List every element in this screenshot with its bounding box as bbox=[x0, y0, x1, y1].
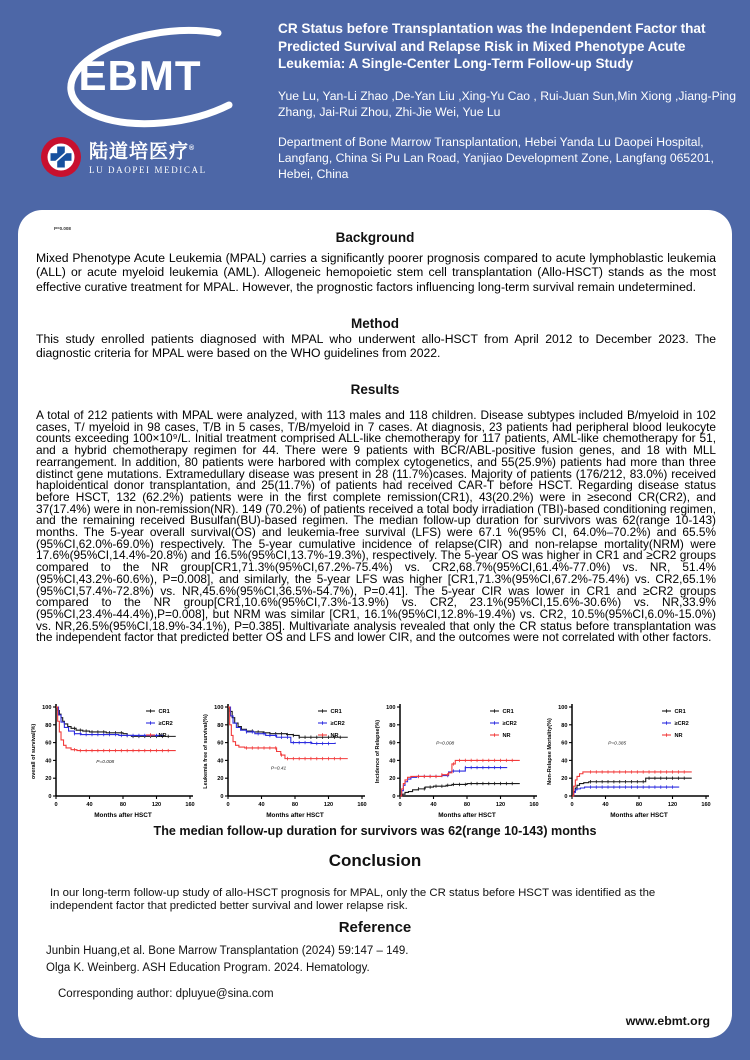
svg-text:20: 20 bbox=[45, 776, 52, 783]
svg-text:Months after HSCT: Months after HSCT bbox=[610, 812, 668, 819]
svg-text:100: 100 bbox=[214, 705, 224, 711]
svg-text:160: 160 bbox=[529, 802, 539, 808]
svg-text:60: 60 bbox=[45, 740, 52, 747]
svg-text:Incidence of Relapse(%): Incidence of Relapse(%) bbox=[375, 719, 381, 784]
svg-text:40: 40 bbox=[430, 802, 437, 808]
svg-text:P=0.41: P=0.41 bbox=[270, 766, 287, 772]
background-text: Mixed Phenotype Acute Leukemia (MPAL) carries a significantly poorer prognosis compared to acute lymphoblastic leukemia (ALL) or acute myeloid leukemia (AML). Allogeneic hemopoietic stem cell transplantation (Allo-HSCT) stands as the most effective curative treatment for MPAL. However, the prognostic factors influencing long-term survival remain undetermined. bbox=[36, 251, 716, 294]
svg-text:0: 0 bbox=[392, 794, 396, 800]
svg-text:NR: NR bbox=[330, 733, 339, 739]
poster-header bbox=[0, 0, 750, 210]
svg-text:40: 40 bbox=[217, 758, 224, 765]
title-block bbox=[278, 20, 736, 182]
svg-text:100: 100 bbox=[42, 705, 52, 711]
background-heading: Background bbox=[335, 230, 415, 245]
svg-text:20: 20 bbox=[217, 776, 224, 783]
svg-text:60: 60 bbox=[561, 740, 568, 747]
svg-text:80: 80 bbox=[119, 802, 127, 808]
km-charts-row bbox=[28, 697, 714, 825]
poster-body-panel bbox=[18, 210, 732, 1038]
results-text: A total of 212 patients with MPAL were analyzed, with 113 males and 118 children. Disease subtypes included B/myeloid in 102 cases, T/ myeloid in 98 cases, T/B in 5 cases, T/B/myeloid in 7 cases. At diagnosis, 23 patients had peripheral blood leukocyte counts exceeding 100×10⁹/L. Initial treatment comprised ALL-like chemotherapy for 117 patients, AML-like chemotherapy for 51, and a hybrid chemotherapy regimen for 44. There were 9 patients with BCR/ABL-positive fusion genes, and 18 with MLL rearrangement. In addition, 80 patients were harbored with complex cytogenetics, and 55(25.9%) patients had more than three distinct gene mutations. Extramedullary disease was present in 28 (11.7%)cases. Majority of patients (176/212, 83.0%) received haploidentical donor transplantation, and 25(11.7%) of patients had received CAR-T before HSCT. Regarding disease status before HSCT, 132 (62.2%) patients were in the first complete remission(CR1), 43(20.2%) were in ≥second CR(CR2), and 37(17.4%) were in non-remission(NR). 149 (70.2%) of patients received a total body irradiation (TBI)-based conditioning regimen, and the remaining received Busulfan(BU)-based regimen. The median follow-up duration for survivors was 62(range 10-143) months. The 5-year overall survival(OS) and leukemia-free survival (LFS) were 67.1 %(95% CI, 64.0%–70.2%) and 65.5%(95%CI,62.0%-69.0%) respectively. The 5-year cumulative incidence of relapse(CIR) and non-relapse mortality(NRM) were 17.6%(95%CI,14.4%-20.8%) and 16.5%(95%CI,13.7%-19.3%), respectively. The 5-year OS was higher in CR1 and ≥CR2 groups compared to the NR group[CR1,71.3%(95%CI,67.2%-75.4%) vs. CR2,68.7%(95%CI,61.4%-77.0%) vs. NR, 51.4%(95%CI,43.2%-60.6%), P=0.008], and similarly, the 5-year LFS was higher [CR1,71.3%(95%CI,67.2%-75.4%) vs. CR2,65.1%(95%CI,57.4%-72.8%) vs. NR,45.6%(95%CI,36.5%-54.7%), P=0.41]. The 5-year CIR was lower in CR1 and ≥CR2 groups compared to the NR group[CR1,10.6%(95%CI,7.3%-13.9%) vs. CR2, 23.1%(95%CI,15.6%-30.6%) vs. NR,33.9%(95%CI,23.4%-44.4%),P=0.008], but NRM was similar [CR1, 16.1%(95%CI,12.8%-19.4%) vs. CR2, 10.5%(95%CI,6.0%-15.0%) vs. NR,26.5%(95%CI,18.9%-34.1%), P=0.385]. Multivariate analysis revealed that only the CR status before transplantation was the independent factor that predicted better OS and LFS and lower CIR, and the outcomes were not correlated with other factors. bbox=[36, 408, 716, 645]
results-heading: Results bbox=[350, 382, 400, 397]
corresponding-author: Corresponding author: dpluyue@sina.com bbox=[58, 988, 274, 1000]
ludaopei-text bbox=[89, 139, 207, 174]
svg-text:NR: NR bbox=[674, 733, 683, 739]
method-heading: Method bbox=[351, 316, 399, 331]
svg-text:≥CR2: ≥CR2 bbox=[502, 721, 517, 727]
svg-text:160: 160 bbox=[701, 802, 711, 808]
km-chart-incidence-of-relapse bbox=[372, 697, 542, 825]
svg-text:80: 80 bbox=[635, 802, 643, 808]
svg-text:0: 0 bbox=[398, 802, 402, 808]
ludaopei-name-cn: 陆道培医疗 bbox=[89, 141, 190, 163]
svg-text:40: 40 bbox=[45, 758, 52, 765]
svg-text:80: 80 bbox=[389, 722, 396, 729]
svg-text:Months after HSCT: Months after HSCT bbox=[266, 812, 324, 819]
svg-text:20: 20 bbox=[561, 776, 568, 783]
svg-text:CR1: CR1 bbox=[158, 709, 170, 715]
svg-text:NR: NR bbox=[502, 733, 511, 739]
svg-text:80: 80 bbox=[291, 802, 299, 808]
svg-text:≥CR2: ≥CR2 bbox=[674, 721, 689, 727]
svg-text:0: 0 bbox=[226, 802, 230, 808]
svg-text:40: 40 bbox=[86, 802, 93, 808]
conclusion-heading: Conclusion bbox=[328, 851, 422, 870]
poster-title: CR Status before Transplantation was the Independent Factor that Predicted Survival and Relapse Risk in Mixed Phenotype Acute Leukemia: A Single-Center Long-Term Follow-up Study bbox=[278, 21, 706, 72]
svg-text:CR1: CR1 bbox=[674, 709, 686, 715]
conclusion-text: In our long-term follow-up study of allo-HSCT prognosis for MPAL, only the CR status before HSCT was identified as the independent factor that predicted better survival and lower relapse risk. bbox=[50, 887, 656, 913]
svg-text:NR: NR bbox=[158, 733, 167, 739]
svg-text:Months after HSCT: Months after HSCT bbox=[438, 812, 496, 819]
poster-authors: Yue Lu, Yan-Li Zhao ,De-Yan Liu ,Xing-Yu Cao , Rui-Juan Sun,Min Xiong ,Jiang-Ping Zhang, Jai-Rui Zhou, Zhi-Jie Wei, Yue Lu bbox=[278, 89, 736, 120]
svg-text:160: 160 bbox=[357, 802, 367, 808]
stray-pvalue-artifact: P=0.008 bbox=[54, 226, 71, 231]
svg-text:100: 100 bbox=[386, 705, 396, 711]
ebmt-logo-icon bbox=[22, 16, 254, 134]
svg-text:120: 120 bbox=[667, 802, 678, 808]
svg-text:80: 80 bbox=[217, 722, 224, 729]
svg-text:overall of survival(%): overall of survival(%) bbox=[31, 723, 37, 780]
svg-text:P=0.385: P=0.385 bbox=[608, 741, 627, 747]
svg-text:40: 40 bbox=[602, 802, 609, 808]
svg-text:0: 0 bbox=[564, 794, 568, 800]
poster-affiliation: Department of Bone Marrow Transplantation, Hebei Yanda Lu Daopei Hospital, Langfang, China Si Pu Lan Road, Yanjiao Development Zone, Langfang 065201, Hebei, China bbox=[278, 135, 714, 182]
svg-text:120: 120 bbox=[323, 802, 334, 808]
svg-text:40: 40 bbox=[258, 802, 265, 808]
ludaopei-name-en: LU DAOPEI MEDICAL bbox=[89, 164, 207, 175]
svg-text:Months after HSCT: Months after HSCT bbox=[94, 812, 152, 819]
km-chart-non-relapse-mortality bbox=[544, 697, 714, 825]
svg-text:P=0.008: P=0.008 bbox=[96, 760, 115, 766]
svg-text:80: 80 bbox=[463, 802, 471, 808]
km-chart-leukemia-free-survival bbox=[200, 697, 370, 825]
svg-text:120: 120 bbox=[495, 802, 506, 808]
ebmt-website: www.ebmt.org bbox=[625, 1014, 710, 1028]
svg-text:60: 60 bbox=[217, 740, 224, 747]
svg-text:40: 40 bbox=[389, 758, 396, 765]
svg-text:P=0.008: P=0.008 bbox=[436, 741, 455, 747]
svg-text:0: 0 bbox=[54, 802, 58, 808]
svg-text:60: 60 bbox=[389, 740, 396, 747]
svg-text:40: 40 bbox=[561, 758, 568, 765]
svg-text:0: 0 bbox=[570, 802, 574, 808]
svg-text:Non-Relapse Mortality(%): Non-Relapse Mortality(%) bbox=[547, 718, 553, 785]
registered-mark: ® bbox=[189, 145, 196, 153]
svg-text:0: 0 bbox=[48, 794, 52, 800]
svg-text:20: 20 bbox=[389, 776, 396, 783]
svg-text:≥CR2: ≥CR2 bbox=[158, 721, 173, 727]
ludaopei-logo bbox=[40, 136, 207, 178]
svg-text:CR1: CR1 bbox=[330, 709, 342, 715]
svg-text:0: 0 bbox=[220, 794, 224, 800]
reference-item: Junbin Huang,et al. Bone Marrow Transplantation (2024) 59:147 – 149. bbox=[46, 945, 409, 957]
svg-text:80: 80 bbox=[561, 722, 568, 729]
reference-heading: Reference bbox=[338, 919, 412, 936]
svg-text:120: 120 bbox=[151, 802, 162, 808]
median-followup-note: The median follow-up duration for survivors was 62(range 10-143) months bbox=[153, 824, 597, 838]
svg-text:160: 160 bbox=[185, 802, 195, 808]
svg-text:Leukemia free of survival(%): Leukemia free of survival(%) bbox=[203, 714, 209, 789]
method-text: This study enrolled patients diagnosed with MPAL who underwent allo-HSCT from April 2012 to December 2023. The diagnostic criteria for MPAL were based on the WHO guidelines from 2022. bbox=[36, 332, 716, 361]
svg-text:≥CR2: ≥CR2 bbox=[330, 721, 345, 727]
svg-text:100: 100 bbox=[558, 705, 568, 711]
km-chart-overall-survival bbox=[28, 697, 198, 825]
reference-item: Olga K. Weinberg. ASH Education Program. 2024. Hematology. bbox=[46, 962, 370, 974]
svg-text:CR1: CR1 bbox=[502, 709, 514, 715]
ludaopei-emblem-icon bbox=[40, 136, 82, 178]
ebmt-logo-text: EBMT bbox=[78, 52, 202, 99]
svg-text:80: 80 bbox=[45, 722, 52, 729]
